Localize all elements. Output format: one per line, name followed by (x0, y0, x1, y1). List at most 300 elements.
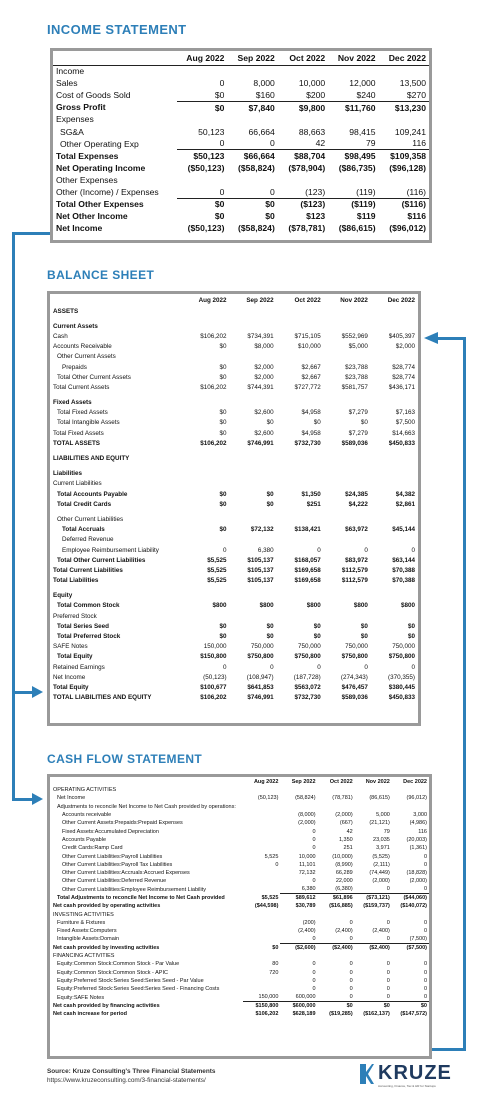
cell-value (182, 535, 229, 545)
column-header: Nov 2022 (328, 51, 378, 65)
cell-value (277, 514, 324, 524)
cell-value: 0 (349, 961, 353, 968)
cell-value (243, 844, 280, 852)
cell-value: $270 (379, 89, 429, 101)
row-label: Accounts Payable (62, 836, 107, 843)
cell-value: $0 (360, 633, 368, 641)
row-label: Equity:SAFE Notes (57, 994, 105, 1001)
column-header: Sep 2022 (227, 51, 277, 65)
connector-line-right-bottom (432, 1048, 466, 1051)
cell-value: (667) (339, 820, 353, 827)
cell-value (230, 306, 277, 316)
row-label: Net Other Income (56, 211, 128, 222)
table-row (50, 611, 418, 621)
cell-value: $0 (214, 211, 225, 222)
cell-value: $800 (400, 602, 415, 610)
row-label: SAFE Notes (53, 643, 88, 651)
cell-value: (123) (278, 186, 328, 198)
cell-value: (274,343) (340, 673, 368, 681)
table-row (50, 428, 418, 438)
cell-value (243, 977, 280, 985)
cell-value (182, 306, 229, 316)
cell-value: 750,000 (297, 643, 321, 651)
cell-value: 5,525 (264, 853, 279, 860)
cell-value: $23,788 (345, 373, 368, 381)
table-row (50, 819, 429, 827)
cell-value: 720 (269, 969, 279, 976)
cell-value (243, 910, 280, 918)
table-row (50, 836, 429, 844)
cell-value: 0 (177, 138, 227, 150)
cell-value (230, 591, 277, 601)
row-label: Fixed Assets (53, 399, 92, 407)
cell-value: $0 (219, 419, 227, 427)
cell-value (277, 479, 324, 489)
cell-value: 0 (227, 186, 277, 198)
cell-value: 0 (392, 886, 429, 894)
table-row (50, 985, 429, 993)
cell-value (280, 803, 317, 811)
cell-value: $70,388 (392, 566, 415, 574)
row-label: Other Current Liabilities:Employee Reimbursement Liability (62, 886, 206, 893)
table-row (53, 65, 429, 77)
table-row (50, 591, 418, 601)
cell-value (243, 886, 280, 894)
table-row (53, 101, 429, 113)
row-label: Total Expenses (56, 150, 119, 161)
cell-value (318, 803, 355, 811)
cell-value: $109,358 (390, 150, 426, 161)
cell-value: $0 (420, 1003, 427, 1010)
cell-value: $106,202 (255, 1011, 279, 1018)
cell-value: ($96,012) (389, 223, 426, 234)
cell-value: ($147,572) (400, 1011, 427, 1018)
table-row (50, 682, 418, 692)
cell-value: 0 (275, 861, 279, 868)
cell-value: $744,391 (247, 383, 274, 391)
cell-value (324, 321, 371, 331)
cell-value: (2,400) (298, 928, 316, 935)
cell-value (371, 591, 418, 601)
row-label: Total Equity (53, 683, 89, 691)
table-row (50, 489, 418, 499)
table-row (50, 1010, 429, 1018)
row-label: Equity (53, 592, 73, 600)
cell-value: ($119) (351, 199, 376, 210)
table-row (50, 398, 418, 408)
cell-value (230, 514, 277, 524)
cell-value: 750,000 (250, 643, 274, 651)
cell-value: 3,971 (376, 845, 390, 852)
cell-value: $23,788 (345, 363, 368, 371)
cell-value: 150,000 (203, 643, 227, 651)
source-title: Source: Kruze Consulting's Three Financial Statements (47, 1068, 216, 1075)
table-row (50, 565, 418, 575)
cell-value: (50,123) (257, 795, 279, 802)
table-row (50, 944, 429, 952)
cell-value: $105,137 (247, 556, 274, 564)
cell-value: 0 (423, 986, 427, 993)
cell-value: ($2,400) (332, 945, 353, 952)
cell-value (392, 952, 429, 960)
cell-value: $0 (219, 622, 227, 630)
cell-value: $88,704 (294, 150, 326, 161)
cell-value: $715,105 (294, 332, 321, 340)
table-row (50, 321, 418, 331)
connector-line-right-top (438, 337, 466, 340)
cell-value (324, 453, 371, 463)
cell-value: $581,757 (341, 383, 368, 391)
table-row (50, 935, 429, 943)
table-row (53, 186, 429, 198)
cell-value: (58,824) (295, 795, 316, 802)
cell-value: 750,000 (345, 643, 368, 651)
cell-value: $2,000 (254, 363, 274, 371)
cell-value: $98,495 (344, 150, 376, 161)
cell-value: 0 (364, 546, 368, 554)
cell-value: $0 (265, 211, 275, 222)
cell-value (277, 611, 324, 621)
cell-value: 0 (411, 546, 415, 554)
cash-flow-table (47, 774, 432, 1059)
column-header: Dec 2022 (387, 296, 415, 304)
cell-value: 0 (318, 993, 355, 1001)
table-row (50, 535, 418, 545)
cell-value: 0 (386, 986, 390, 993)
cell-value: $9,800 (298, 102, 326, 113)
cell-value: $746,991 (247, 439, 274, 447)
cell-value: $2,000 (395, 343, 415, 351)
cell-value: 0 (349, 919, 353, 926)
cell-value: $106,202 (200, 694, 227, 702)
cell-value (324, 591, 371, 601)
connector-line-left-lower (12, 691, 15, 801)
table-row (53, 138, 429, 150)
cell-value: 0 (392, 993, 429, 1001)
cell-value (280, 910, 317, 918)
cell-value: $2,600 (254, 429, 274, 437)
table-row (53, 198, 429, 210)
table-row (50, 672, 418, 682)
table-row (53, 125, 429, 137)
cell-value (243, 803, 280, 811)
cell-value (379, 174, 429, 186)
cell-value: $727,772 (294, 383, 321, 391)
cell-value: $0 (346, 1003, 353, 1010)
table-row (50, 910, 429, 918)
table-row (50, 372, 418, 382)
cell-value (355, 786, 392, 794)
table-row (50, 919, 429, 927)
cell-value: (116) (379, 186, 429, 198)
row-label: Liabilities (53, 470, 83, 478)
cell-value: $2,667 (301, 363, 321, 371)
cell-value: $750,800 (388, 653, 415, 661)
cell-value: $63,972 (345, 526, 368, 534)
cell-value: 0 (349, 986, 353, 993)
cell-value (182, 453, 229, 463)
cell-value: $0 (313, 622, 321, 630)
cell-value (318, 786, 355, 794)
source-url[interactable]: https://www.kruzeconsulting.com/3-financial-statements/ (47, 1077, 206, 1084)
row-label: Accounts Receivable (53, 343, 112, 351)
cell-value: $2,861 (395, 500, 415, 508)
cell-value (277, 306, 324, 316)
cell-value: (96,012) (406, 795, 427, 802)
cell-value: 150,000 (243, 993, 280, 1001)
cell-value: $800 (212, 602, 227, 610)
cell-value: (5,525) (372, 853, 390, 860)
cell-value: 0 (312, 977, 316, 984)
cell-value: ($7,500) (406, 945, 427, 952)
source-citation (47, 1067, 215, 1085)
cell-value (324, 352, 371, 362)
table-row (50, 811, 429, 819)
cell-value: 3,000 (413, 812, 427, 819)
row-label: LIABILITIES AND EQUITY (53, 455, 130, 463)
cell-value: 13,500 (399, 78, 426, 89)
cell-value: $200 (278, 89, 328, 101)
row-label: Total Common Stock (57, 602, 120, 610)
cell-value (182, 321, 229, 331)
row-label: Other Current Liabilities (57, 515, 124, 523)
cell-value: $800 (353, 602, 368, 610)
table-row (50, 469, 418, 479)
cell-value: 66,664 (248, 126, 275, 137)
cell-value: $112,579 (341, 566, 368, 574)
cell-value: ($2,600) (295, 945, 316, 952)
cell-value (227, 113, 277, 125)
cell-value (371, 479, 418, 489)
table-row (50, 652, 418, 662)
row-label: Equity:Preferred Stock:Series Seed:Series Seed - Par Value (57, 977, 204, 984)
row-label: Other Current Liabilities:Accruals:Accrued Expenses (62, 870, 190, 877)
row-label: Total Other Current Liabilities (57, 556, 146, 564)
row-label: Total Other Current Assets (57, 373, 131, 381)
cell-value: ($73,121) (366, 895, 390, 902)
cell-value: $11,760 (344, 102, 376, 113)
row-label: Net Income (53, 673, 86, 681)
cell-value: $405,397 (388, 332, 415, 340)
cell-value: $750,800 (341, 653, 368, 661)
cell-value (277, 453, 324, 463)
cell-value: 0 (280, 935, 317, 943)
cell-value (182, 514, 229, 524)
table-row (50, 453, 418, 463)
cell-value: (2,000) (409, 878, 427, 885)
table-row (50, 662, 418, 672)
cell-value: $0 (177, 89, 227, 101)
cell-value: 0 (312, 836, 316, 843)
table-row (53, 174, 429, 186)
cell-value: 12,000 (349, 78, 376, 89)
row-label: Net Income (57, 795, 86, 802)
table-row (50, 869, 429, 877)
cell-value: $0 (266, 622, 274, 630)
cell-value (324, 611, 371, 621)
cell-value: (2,111) (373, 861, 390, 868)
cell-value: $30,789 (295, 903, 316, 910)
cash-flow-title: CASH FLOW STATEMENT (47, 752, 203, 766)
cell-value (243, 819, 280, 827)
cell-value: $628,189 (292, 1011, 316, 1018)
cell-value: 0 (423, 977, 427, 984)
table-row (50, 786, 429, 794)
cell-value (277, 469, 324, 479)
cell-value: (8,990) (335, 861, 353, 868)
cell-value: (2,000) (335, 812, 353, 819)
table-row (50, 631, 418, 641)
cell-value: $732,730 (294, 439, 321, 447)
row-label: Total Equity (57, 653, 93, 661)
column-header: Dec 2022 (379, 51, 429, 65)
cell-value: $70,388 (392, 577, 415, 585)
cell-value: $160 (227, 89, 277, 101)
cell-value (227, 174, 277, 186)
cell-value: $28,774 (392, 373, 415, 381)
arrow-right-icon (32, 793, 43, 805)
row-label: Retained Earnings (53, 663, 105, 671)
row-label: Furniture & Fixtures (57, 919, 106, 926)
table-row (50, 352, 418, 362)
cell-value: $0 (219, 343, 227, 351)
cell-value (243, 877, 280, 885)
cell-value: ($96,128) (389, 162, 426, 173)
cell-value (371, 321, 418, 331)
cell-value: ($140,072) (400, 903, 427, 910)
row-label: Other Expenses (56, 174, 118, 185)
cell-value: $0 (407, 622, 415, 630)
column-header: Aug 2022 (198, 296, 227, 304)
cell-value: $0 (219, 526, 227, 534)
table-row (50, 886, 429, 894)
row-label: INVESTING ACTIVITIES (53, 911, 114, 918)
cell-value (230, 321, 277, 331)
cell-value: (187,728) (293, 673, 321, 681)
row-label: Other Operating Exp (60, 138, 139, 149)
column-header: Sep 2022 (291, 778, 316, 785)
cell-value: (10,000) (332, 853, 353, 860)
table-row (53, 210, 429, 222)
cell-value (243, 927, 280, 935)
cell-value: $0 (219, 490, 227, 498)
table-row (50, 852, 429, 860)
table-row (50, 952, 429, 960)
cell-value: (370,355) (388, 673, 415, 681)
row-label: SG&A (60, 126, 84, 137)
cell-value: $641,853 (247, 683, 274, 691)
cell-value: 0 (411, 663, 415, 671)
cell-value: $14,663 (392, 429, 415, 437)
cell-value (182, 398, 229, 408)
row-label: Total Adjustments to reconcile Net Income to Net Cash provided (57, 895, 225, 901)
cell-value: ($78,904) (288, 162, 326, 173)
cell-value: $4,382 (395, 490, 415, 498)
cell-value: 251 (343, 845, 353, 852)
cell-value: $7,840 (248, 102, 275, 113)
cell-value: 72,132 (298, 870, 316, 877)
cell-value (392, 803, 429, 811)
cell-value: 0 (349, 977, 353, 984)
cell-value: (108,947) (246, 673, 274, 681)
table-row (53, 150, 429, 162)
cell-value: $8,000 (254, 343, 274, 351)
row-label: Net cash provided by investing activities (53, 944, 160, 951)
cell-value: $100,677 (200, 683, 227, 691)
row-label: Expenses (56, 114, 94, 125)
table-row (50, 306, 418, 316)
cell-value: $10,000 (297, 343, 321, 351)
cell-value: $150,800 (200, 653, 227, 661)
cell-value: $800 (306, 602, 321, 610)
cell-value: $168,057 (294, 556, 321, 564)
cell-value (278, 65, 328, 77)
cell-value: $169,658 (294, 566, 321, 574)
table-row (50, 693, 418, 703)
cell-value: 0 (317, 546, 321, 554)
cell-value (355, 952, 392, 960)
cell-value (227, 65, 277, 77)
table-row (50, 902, 429, 910)
cell-value: $0 (214, 102, 225, 113)
cell-value (318, 910, 355, 918)
row-label: Equity:Common Stock:Common Stock - APIC (57, 969, 168, 976)
row-label: Other (Income) / Expenses (56, 186, 159, 197)
cell-value: 600,000 (280, 993, 317, 1001)
cell-value (371, 398, 418, 408)
cell-value (379, 65, 429, 77)
cell-value: 116 (418, 828, 427, 835)
cell-value: $380,445 (388, 683, 415, 691)
cell-value: 0 (386, 919, 390, 926)
cell-value: ($58,824) (238, 223, 275, 234)
table-row (53, 89, 429, 101)
table-row (53, 162, 429, 174)
cell-value: $119 (356, 211, 376, 222)
cell-value: $89,612 (295, 895, 316, 902)
row-label: TOTAL LIABILITIES AND EQUITY (53, 694, 152, 702)
cell-value: (74,449) (369, 870, 390, 877)
cell-value: 0 (386, 961, 390, 968)
cell-value: $66,664 (243, 150, 275, 161)
income-statement-table (50, 48, 432, 243)
cell-value (243, 935, 280, 943)
row-label: Other Current Assets:Prepaids:Prepaid Expenses (62, 820, 183, 827)
cell-value: 42 (278, 138, 328, 150)
column-header: Sep 2022 (246, 296, 274, 304)
cell-value (182, 479, 229, 489)
cell-value: $2,000 (254, 373, 274, 381)
cell-value: $0 (407, 633, 415, 641)
cell-value (280, 786, 317, 794)
arrow-right-icon (32, 686, 43, 698)
cell-value: $7,279 (348, 409, 368, 417)
cell-value (277, 352, 324, 362)
row-label: Total Intangible Assets (57, 419, 120, 427)
row-label: Net Operating Income (56, 162, 146, 173)
cell-value: 1,350 (338, 836, 353, 843)
cell-value (324, 514, 371, 524)
table-row (50, 621, 418, 631)
cell-value (392, 910, 429, 918)
row-label: Sales (56, 78, 78, 89)
cell-value: ($50,123) (187, 162, 225, 173)
cell-value: 0 (312, 828, 316, 835)
cell-value: 0 (312, 969, 316, 976)
table-row (50, 877, 429, 885)
cell-value: ($86,615) (338, 223, 376, 234)
row-label: Credit Cards:Ramp Card (62, 845, 123, 852)
